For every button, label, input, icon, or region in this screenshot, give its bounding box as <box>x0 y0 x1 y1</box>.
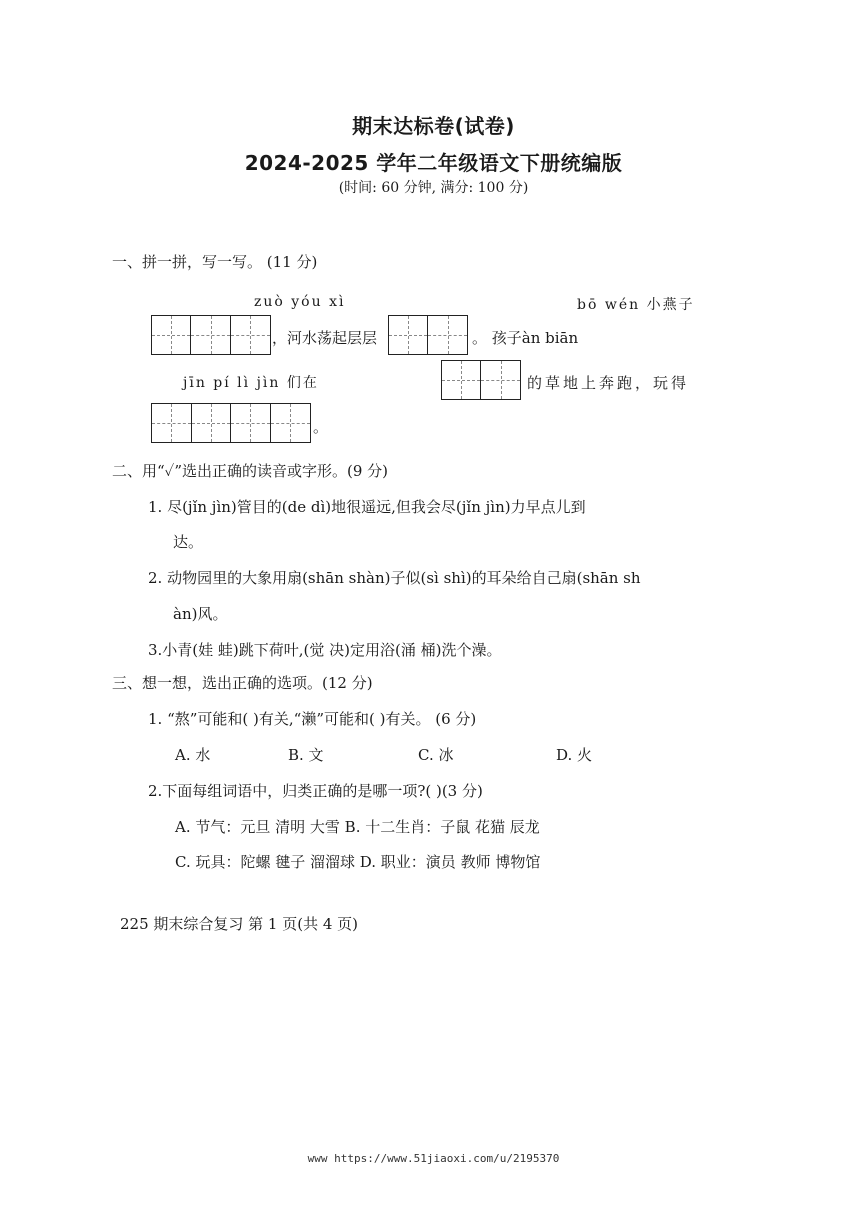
q3-2-options-line1: A. 节气：元旦 清明 大雪 B. 十二生肖：子鼠 花猫 辰龙 <box>175 818 540 836</box>
q3-2-options-line2: C. 玩具：陀螺 毽子 溜溜球 D. 职业：演员 教师 博物馆 <box>175 853 541 871</box>
q3-1: 1. “熬”可能和( )有关,“濑”可能和( )有关。 (6 分) <box>148 710 477 728</box>
q3-1-option-c: C. 冰 <box>418 746 454 764</box>
line1-text-a: ，河水荡起层层 <box>272 329 378 347</box>
title-line2: 2024-2025 学年二年级语文下册统编版 <box>244 151 623 175</box>
pinyin-row2: jīn pí lì jìn 们在 <box>183 375 319 391</box>
q2-3: 3.小青(娃 蛙)跳下荷叶,(觉 决)定用浴(涌 桶)洗个澡。 <box>148 641 502 659</box>
section1-heading: 一、拼一拼，写一写。 (11 分) <box>112 253 318 271</box>
q2-1-line1: 1. 尽(jǐn jìn)管目的(de dì)地很遥远,但我会尽(jǐn jìn)力早点儿到 <box>148 498 586 516</box>
q2-2-line1: 2. 动物园里的大象用扇(shān shàn)子似(sì shì)的耳朵给自己扇(shān sh <box>148 569 641 587</box>
q2-1-line2: 达。 <box>173 533 204 551</box>
page-footer: 225 期末综合复习 第 1 页(共 4 页) <box>120 915 359 933</box>
section3-heading: 三、想一想，选出正确的选项。(12 分) <box>112 674 373 692</box>
writing-grid-1[interactable] <box>151 315 271 355</box>
q3-1-option-a: A. 水 <box>175 746 211 764</box>
line3-end: 。 <box>313 418 329 436</box>
line2-text: 的草地上奔跑，玩得 <box>527 374 690 392</box>
pinyin-row1-a: zuò yóu xì <box>254 294 346 310</box>
source-link[interactable]: www https://www.51jiaoxi.com/u/2195370 <box>307 1152 560 1165</box>
writing-grid-4[interactable] <box>151 403 311 443</box>
writing-grid-2[interactable] <box>388 315 468 355</box>
section2-heading: 二、用“✓”选出正确的读音或字形。(9 分) <box>112 462 389 480</box>
exam-info: (时间: 60 分钟, 满分: 100 分) <box>338 180 529 196</box>
q2-2-line2: àn)风。 <box>173 605 228 623</box>
q3-1-option-d: D. 火 <box>556 746 593 764</box>
writing-grid-3[interactable] <box>441 360 521 400</box>
pinyin-row1-b: bō wén 小燕子 <box>577 297 695 313</box>
line1-text-b: 。 孩子àn biān <box>472 329 579 347</box>
q3-2: 2.下面每组词语中，归类正确的是哪一项?( )(3 分) <box>148 782 483 800</box>
q3-1-option-b: B. 文 <box>288 746 324 764</box>
title-line1: 期末达标卷(试卷) <box>352 114 515 138</box>
